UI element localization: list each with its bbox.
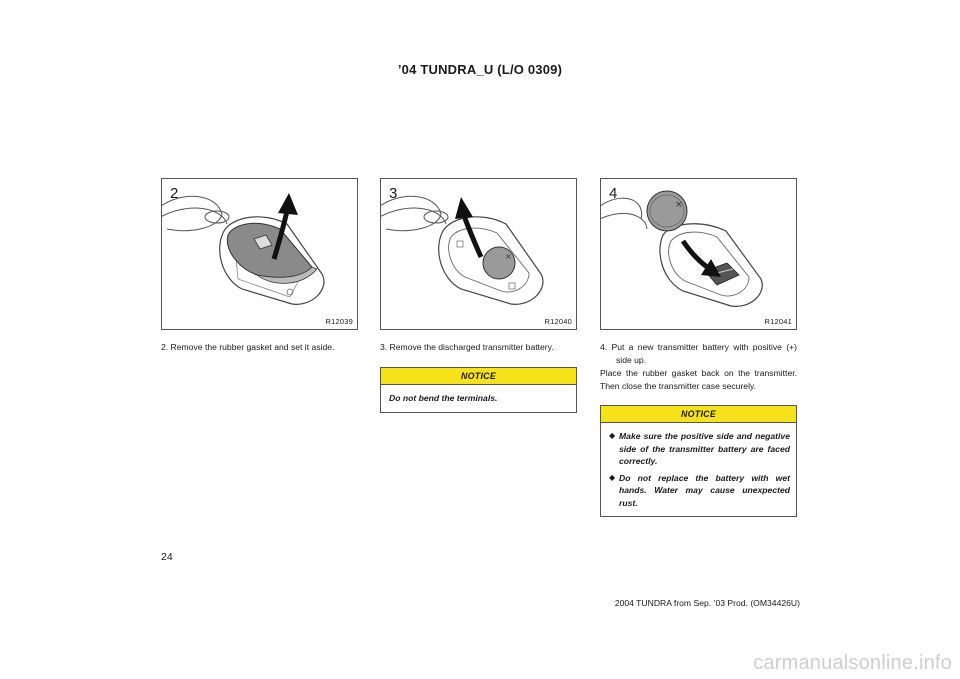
gasket-paragraph: Place the rubber gasket back on the transmitter. Then close the transmitter case securely. <box>600 368 797 391</box>
notice-text: Do not bend the terminals. <box>389 393 498 403</box>
step-4-instruction: 4. Put a new transmitter battery with positive (+) side up. <box>600 342 797 365</box>
step-3-text <box>380 341 577 354</box>
step-4-text <box>600 341 797 366</box>
figure-code: R12040 <box>544 317 572 326</box>
notice-bullet-text: Make sure the positive side and negative side of the transmitter battery are faced correctly. <box>619 431 790 466</box>
figure-code: R12041 <box>764 317 792 326</box>
notice-bullet <box>609 430 790 468</box>
illustration-gasket-removal <box>162 179 358 330</box>
notice-title: NOTICE <box>381 368 576 385</box>
running-header: ’04 TUNDRA_U (L/O 0309) <box>397 62 563 77</box>
page-number: 24 <box>161 551 173 563</box>
step-2-text <box>161 341 358 354</box>
figure-remove-gasket <box>161 178 358 330</box>
step-2-instruction: 2. Remove the rubber gasket and set it aside. <box>161 342 335 352</box>
notice-title: NOTICE <box>601 406 796 423</box>
diamond-bullet-icon: ◆ <box>609 472 616 482</box>
svg-text:×: × <box>675 200 683 210</box>
figure-number: 4 <box>609 185 618 202</box>
svg-text:×: × <box>505 252 512 261</box>
notice-bullet <box>609 472 790 510</box>
notice-box-battery <box>600 405 797 517</box>
figure-remove-battery <box>380 178 577 330</box>
illustration-battery-insert <box>601 179 797 330</box>
figure-number: 2 <box>170 185 179 202</box>
figure-code: R12039 <box>325 317 353 326</box>
watermark-link[interactable]: carmanualsonline.info <box>753 652 952 674</box>
step-3-instruction: 3. Remove the discharged transmitter battery. <box>380 342 554 352</box>
figure-number: 3 <box>389 185 398 202</box>
illustration-battery-removal <box>381 179 577 330</box>
figure-insert-battery <box>600 178 797 330</box>
diamond-bullet-icon: ◆ <box>609 431 616 440</box>
notice-box-terminals <box>380 367 577 413</box>
footer-edition: 2004 TUNDRA from Sep. ’03 Prod. (OM34426U) <box>614 598 800 608</box>
notice-bullet-text: Do not replace the battery with wet hands. Water may cause unexpected rust. <box>619 472 790 508</box>
